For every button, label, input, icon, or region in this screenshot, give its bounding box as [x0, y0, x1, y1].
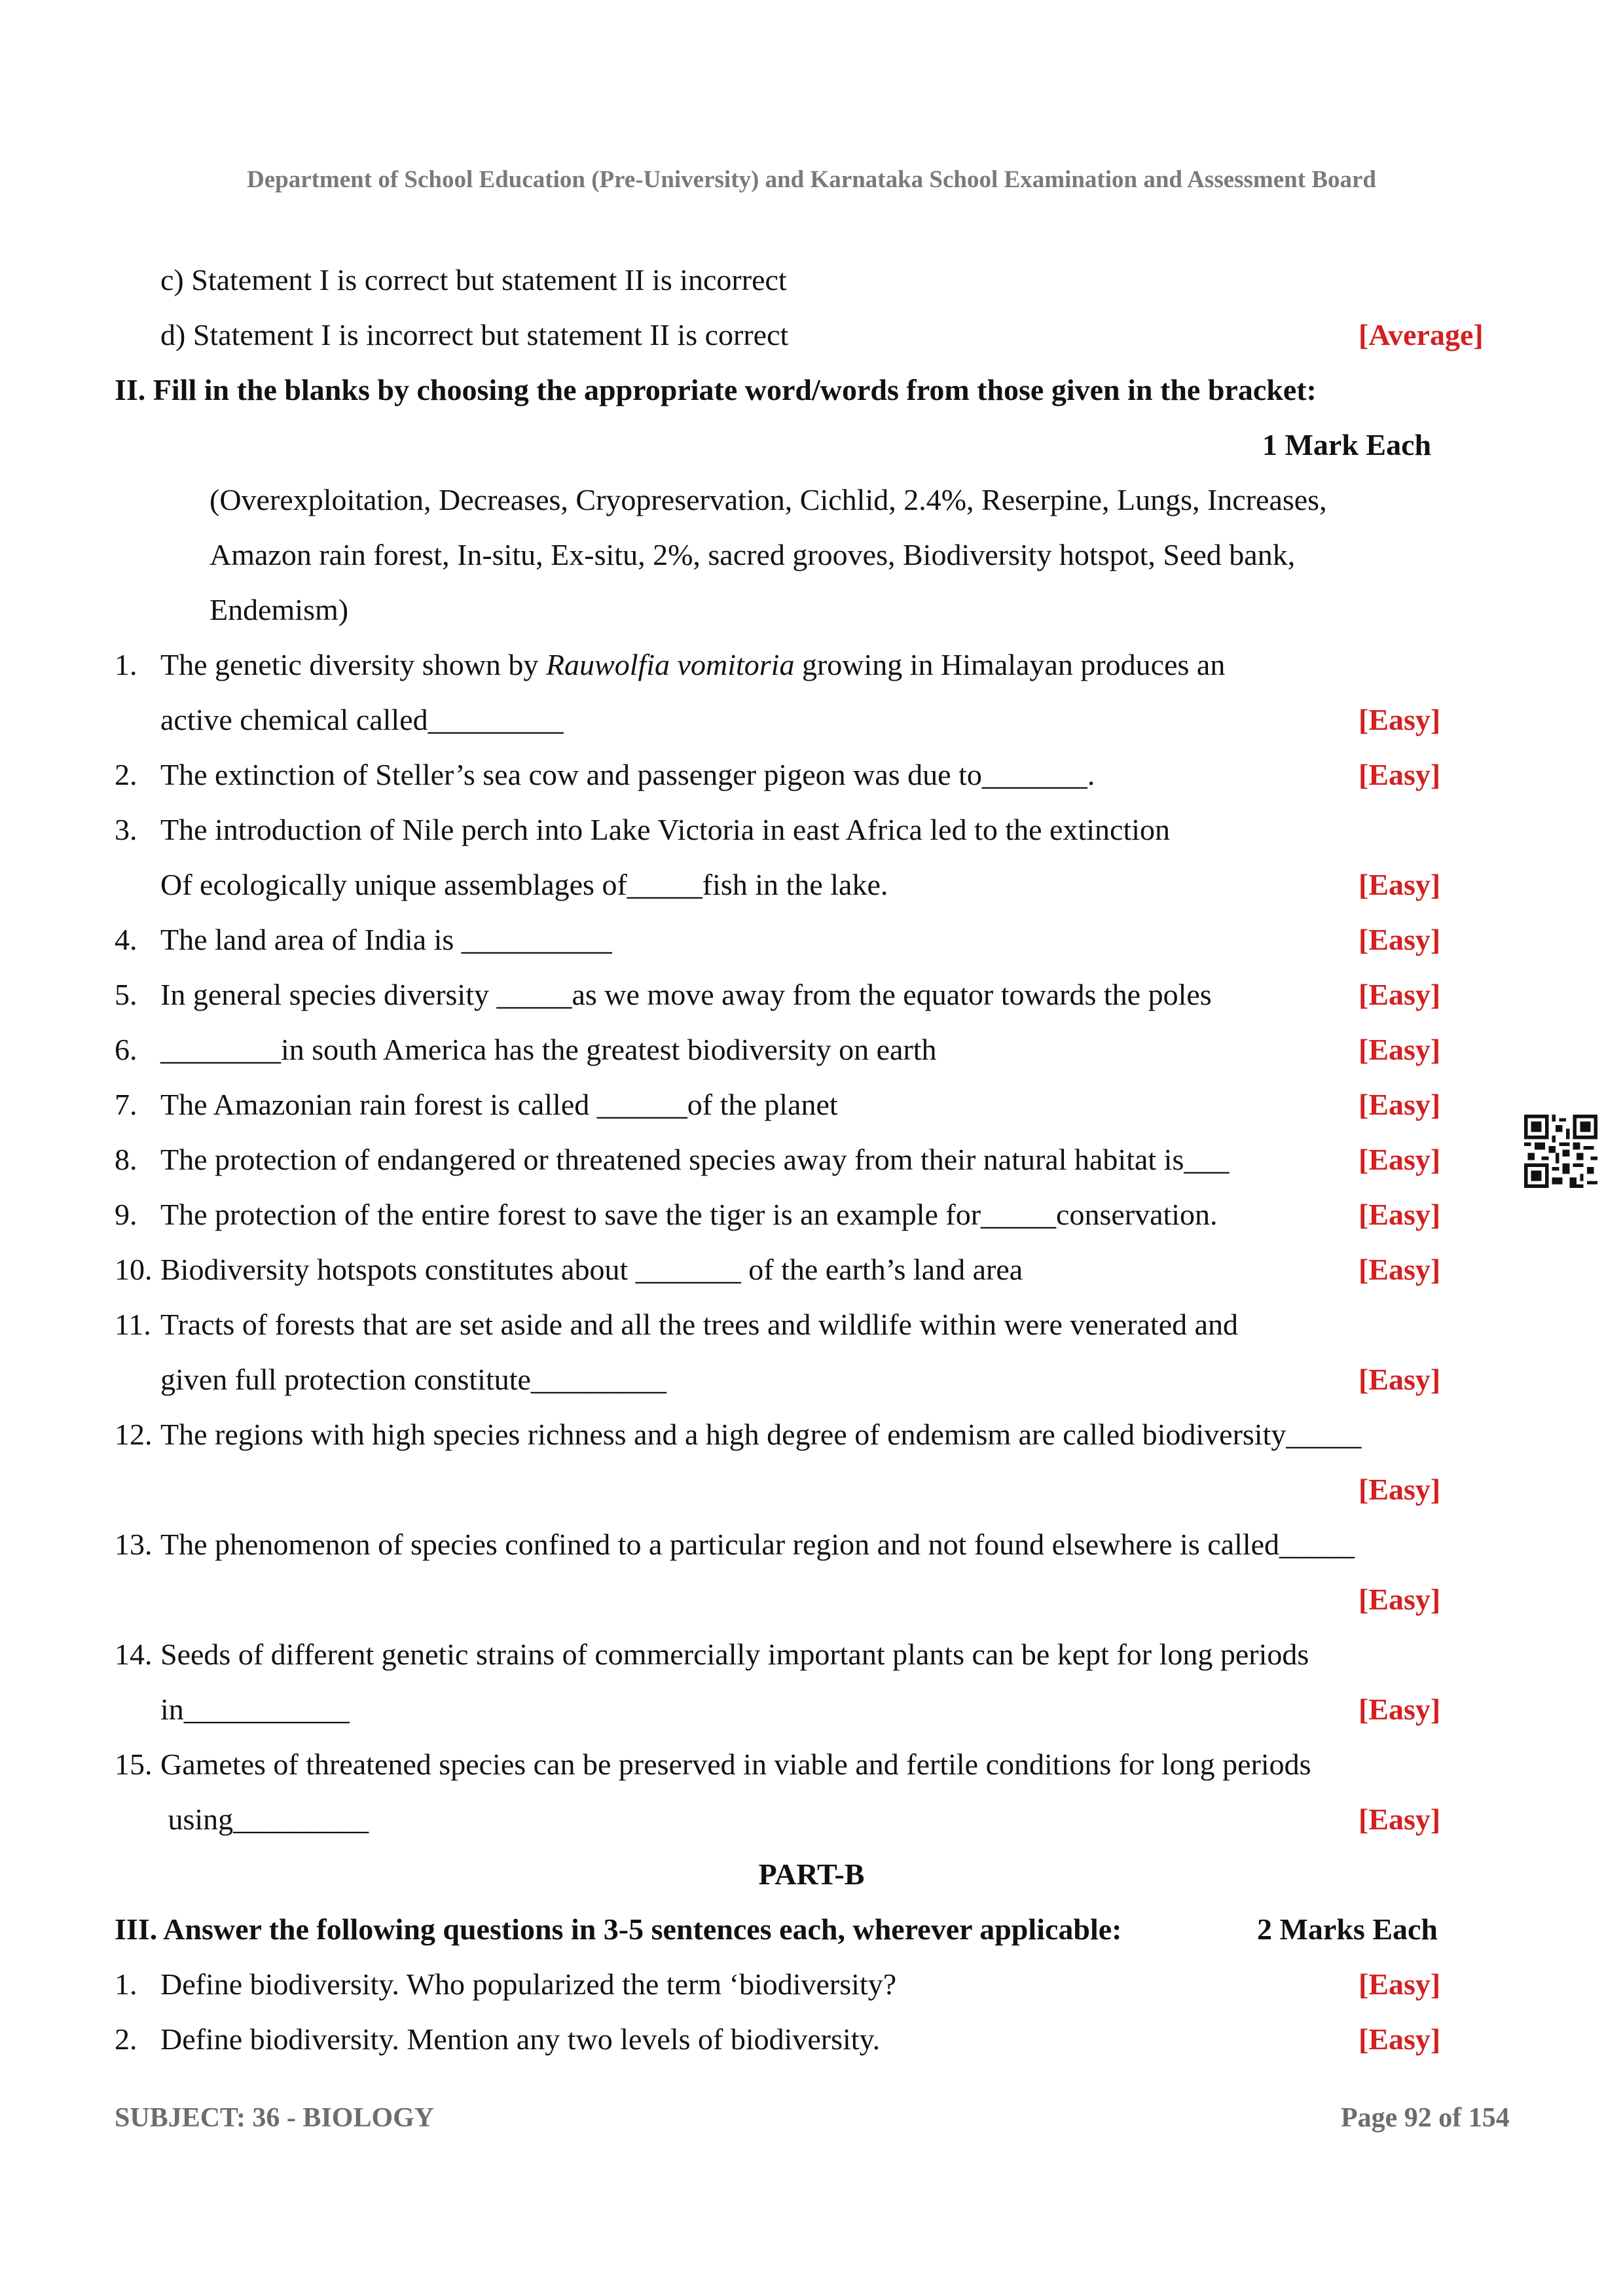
- difficulty-tag: [Easy]: [1359, 1583, 1441, 1616]
- question-text: Define biodiversity. Mention any two levels of biodiversity.: [160, 2022, 881, 2056]
- question-number: 11.: [115, 1308, 151, 1341]
- question-text: Gametes of threatened species can be preserved in viable and fertile conditions for long periods: [160, 1748, 1311, 1781]
- question-number: 2.: [115, 758, 137, 791]
- question-text: The land area of India is __________: [160, 923, 612, 956]
- question-text: The introduction of Nile perch into Lake Victoria in east Africa led to the extinction: [160, 813, 1171, 846]
- option-c: c) Statement I is correct but statement II is incorrect: [160, 263, 787, 296]
- question-text: In general species diversity _____as we move away from the equator towards the poles: [160, 978, 1212, 1011]
- difficulty-tag: [Easy]: [1359, 1253, 1441, 1286]
- question-number: 3.: [115, 813, 137, 846]
- question-text: Seeds of different genetic strains of commercially important plants can be kept for long periods: [160, 1638, 1309, 1671]
- difficulty-tag: [Easy]: [1359, 1967, 1441, 2001]
- question-text: The protection of the entire forest to save the tiger is an example for_____conservation.: [160, 1198, 1218, 1231]
- difficulty-tag: [Easy]: [1359, 1693, 1441, 1726]
- difficulty-tag: [Easy]: [1359, 978, 1441, 1011]
- page-header: Department of School Education (Pre-University) and Karnataka School Examination and Assessment Board: [246, 166, 1377, 193]
- part-title: PART-B: [758, 1857, 865, 1891]
- section-marks: 1 Mark Each: [1262, 428, 1432, 461]
- word-bank-line: (Overexploitation, Decreases, Cryopreservation, Cichlid, 2.4%, Reserpine, Lungs, Increases,: [210, 483, 1327, 516]
- question-number: 14.: [115, 1638, 153, 1671]
- question-text: The Amazonian rain forest is called ______of the planet: [160, 1088, 838, 1121]
- difficulty-tag: [Easy]: [1359, 868, 1441, 901]
- word-bank-line: Endemism): [210, 593, 349, 626]
- difficulty-tag: [Easy]: [1359, 1363, 1441, 1396]
- question-number: 9.: [115, 1198, 137, 1231]
- difficulty-tag: [Easy]: [1359, 1803, 1441, 1836]
- question-number: 13.: [115, 1528, 153, 1561]
- difficulty-tag: [Easy]: [1359, 703, 1441, 736]
- difficulty-tag: [Easy]: [1359, 923, 1441, 956]
- question-number: 2.: [115, 2022, 137, 2056]
- question-text: Tracts of forests that are set aside and all the trees and wildlife within were venerated and: [160, 1308, 1239, 1341]
- difficulty-tag: [Easy]: [1359, 1088, 1441, 1121]
- question-text: The regions with high species richness and a high degree of endemism are called biodiversity_____: [160, 1418, 1362, 1451]
- question-text-part: growing in Himalayan produces an: [794, 648, 1226, 681]
- species-name: Rauwolfia vomitoria: [545, 648, 795, 681]
- qr-code-icon[interactable]: [1524, 1115, 1597, 1188]
- question-number: 1.: [115, 1967, 137, 2001]
- difficulty-tag: [Easy]: [1359, 2022, 1441, 2056]
- difficulty-tag: [Easy]: [1359, 1143, 1441, 1176]
- question-number: 1.: [115, 648, 137, 681]
- question-number: 8.: [115, 1143, 137, 1176]
- question-text: [160, 645, 1225, 685]
- question-number: 10.: [115, 1253, 153, 1286]
- question-number: 4.: [115, 923, 137, 956]
- difficulty-tag: [Easy]: [1359, 1198, 1441, 1231]
- question-text: The protection of endangered or threatened species away from their natural habitat is___: [160, 1143, 1230, 1176]
- question-text-cont: active chemical called_________: [160, 703, 564, 736]
- footer-subject: SUBJECT: 36 - BIOLOGY: [115, 2103, 435, 2133]
- footer-page-number: Page 92 of 154: [1341, 2103, 1510, 2133]
- question-text: The phenomenon of species confined to a particular region and not found elsewhere is called_____: [160, 1528, 1355, 1561]
- question-text: ________in south America has the greatest biodiversity on earth: [160, 1033, 937, 1066]
- difficulty-tag: [Average]: [1359, 318, 1484, 351]
- option-d: d) Statement I is incorrect but statement II is correct: [160, 318, 789, 351]
- question-text-cont: Of ecologically unique assemblages of_____fish in the lake.: [160, 868, 888, 901]
- question-number: 15.: [115, 1748, 153, 1781]
- question-text: Biodiversity hotspots constitutes about _______ of the earth’s land area: [160, 1253, 1023, 1286]
- question-number: 7.: [115, 1088, 137, 1121]
- question-text: Define biodiversity. Who popularized the term ‘biodiversity?: [160, 1967, 897, 2001]
- section-marks: 2 Marks Each: [1257, 1912, 1438, 1946]
- section-heading: II. Fill in the blanks by choosing the appropriate word/words from those given in the bracket:: [115, 373, 1317, 406]
- difficulty-tag: [Easy]: [1359, 758, 1441, 791]
- section-heading: III. Answer the following questions in 3-5 sentences each, wherever applicable:: [115, 1912, 1122, 1946]
- difficulty-tag: [Easy]: [1359, 1033, 1441, 1066]
- question-number: 12.: [115, 1418, 153, 1451]
- question-text-cont: given full protection constitute_________: [160, 1363, 666, 1396]
- question-text-cont: in___________: [160, 1693, 350, 1726]
- question-text: The extinction of Steller’s sea cow and passenger pigeon was due to_______.: [160, 758, 1095, 791]
- difficulty-tag: [Easy]: [1359, 1473, 1441, 1506]
- question-text-cont: using_________: [160, 1803, 369, 1836]
- question-number: 6.: [115, 1033, 137, 1066]
- question-text-part: The genetic diversity shown by: [160, 648, 546, 681]
- question-number: 5.: [115, 978, 137, 1011]
- word-bank-line: Amazon rain forest, In-situ, Ex-situ, 2%, sacred grooves, Biodiversity hotspot, Seed bank,: [210, 538, 1296, 571]
